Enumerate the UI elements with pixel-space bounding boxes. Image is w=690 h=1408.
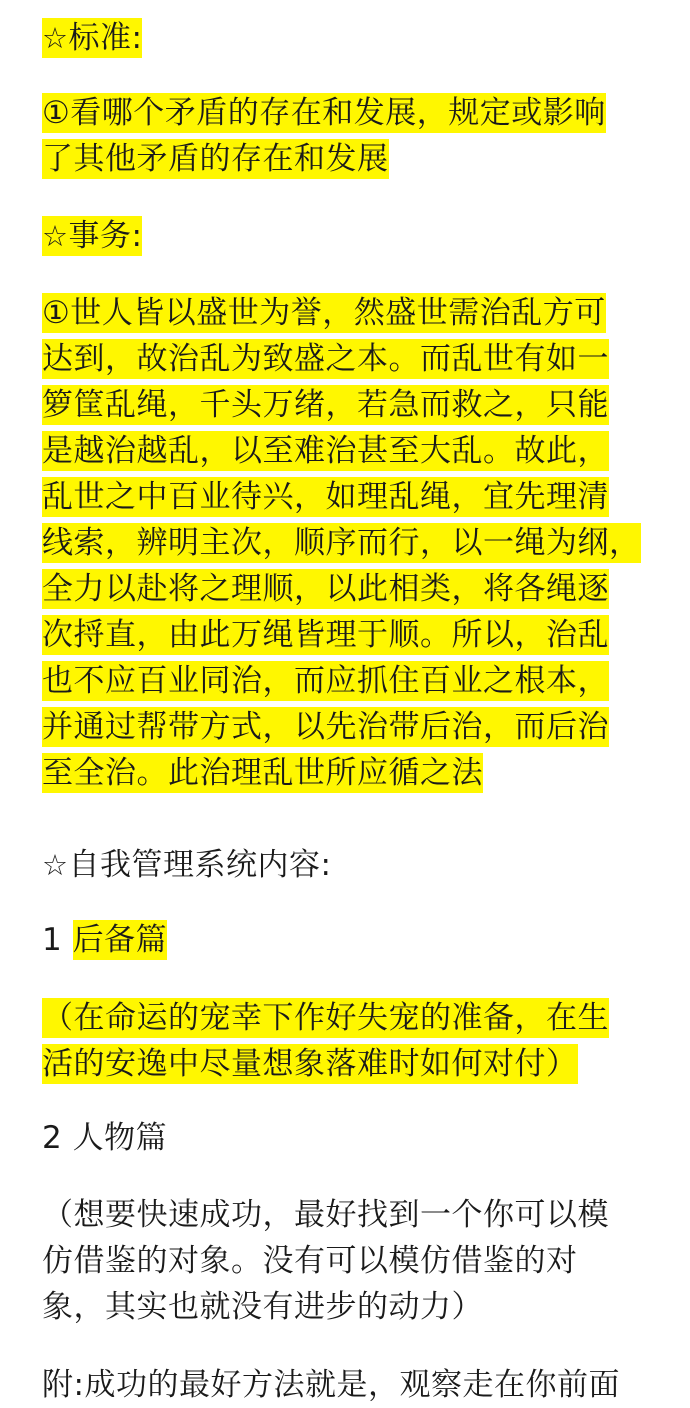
affairs-line: 次捋直，由此万绳皆理于顺。所以，治乱	[42, 617, 609, 653]
heading-affairs-text: 事务:	[68, 218, 143, 254]
affairs-line: 至全治。此治理乱世所应循之法	[42, 755, 483, 791]
section-2-line: 象，其实也就没有进步的动力）	[42, 1289, 483, 1325]
section-2-line: 仿借鉴的对象。没有可以模仿借鉴的对	[42, 1243, 578, 1279]
standard-item	[42, 90, 652, 182]
section-1-title: 后备篇	[72, 922, 168, 958]
section-1-line: 活的安逸中尽量想象落难时如何对付）	[42, 1046, 578, 1082]
affairs-line: ①世人皆以盛世为誉，然盛世需治乱方可	[42, 295, 606, 331]
affairs-line: 也不应百业同治，而应抓住百业之根本，	[42, 663, 609, 699]
section-1-body	[42, 995, 652, 1087]
heading-self-management-text: 自我管理系统内容:	[68, 847, 332, 883]
heading-standard-text: 标准:	[68, 20, 143, 56]
section-1-heading	[42, 917, 652, 963]
affairs-line: 达到，故治乱为致盛之本。而乱世有如一	[42, 341, 609, 377]
heading-standard	[42, 15, 652, 61]
affairs-item	[42, 290, 652, 796]
section-2-number: 2	[42, 1120, 63, 1156]
section-1-line: （在命运的宠幸下作好失宠的准备，在生	[42, 1000, 609, 1036]
section-2-body	[42, 1192, 652, 1330]
standard-line: ①看哪个矛盾的存在和发展，规定或影响	[42, 95, 606, 131]
section-2-title: 人物篇	[72, 1120, 168, 1156]
star-icon: ☆	[42, 848, 69, 882]
appendix-text	[42, 1362, 652, 1408]
section-2-heading	[42, 1115, 652, 1161]
star-icon: ☆	[42, 219, 69, 253]
star-icon: ☆	[42, 21, 69, 55]
heading-affairs	[42, 213, 652, 259]
affairs-line: 并通过帮带方式，以先治带后治，而后治	[42, 709, 609, 745]
section-2-line: （想要快速成功，最好找到一个你可以模	[42, 1197, 609, 1233]
standard-line: 了其他矛盾的存在和发展	[42, 141, 389, 177]
affairs-line: 箩筐乱绳，千头万绪，若急而救之，只能	[42, 387, 609, 423]
affairs-line: 全力以赴将之理顺，以此相类，将各绳逐	[42, 571, 609, 607]
section-1-number: 1	[42, 922, 63, 958]
appendix-line: 附:成功的最好方法就是，观察走在你前面	[42, 1367, 620, 1403]
heading-self-management	[42, 842, 652, 888]
affairs-line: 是越治越乱，以至难治甚至大乱。故此，	[42, 433, 609, 469]
affairs-line: 乱世之中百业待兴，如理乱绳，宜先理清	[42, 479, 609, 515]
affairs-line: 线索，辨明主次，顺序而行，以一绳为纲，	[42, 525, 641, 561]
